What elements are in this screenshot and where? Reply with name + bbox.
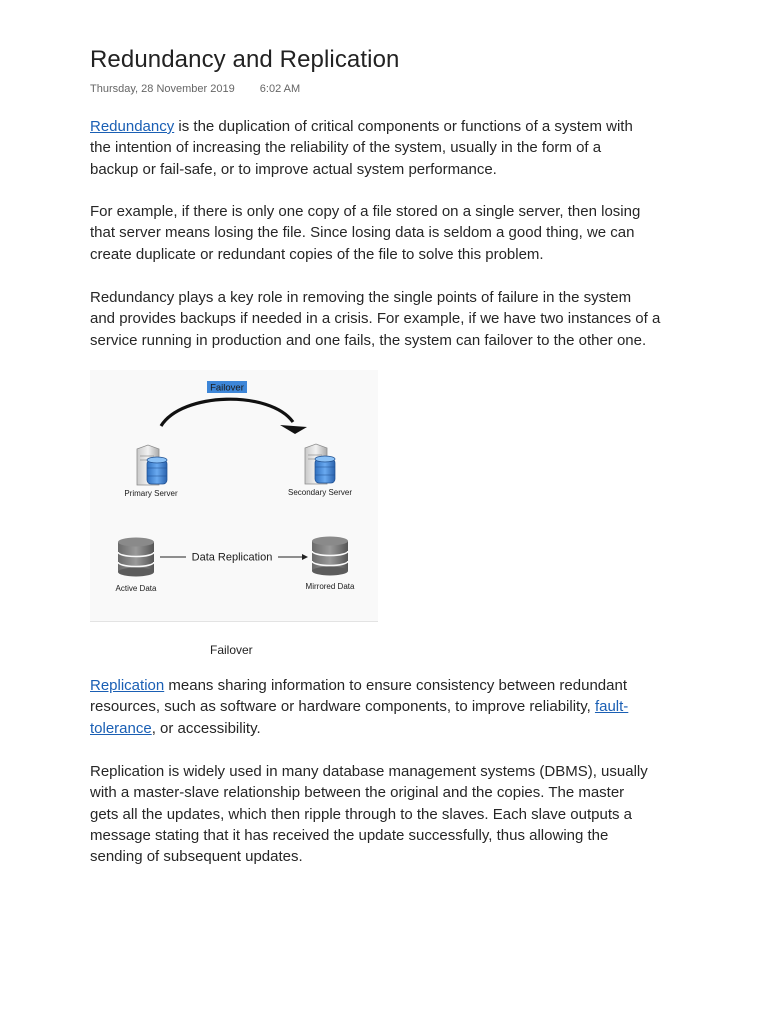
- page-title: Redundancy and Replication: [90, 46, 400, 73]
- mirrored-data-label: Mirrored Data: [305, 582, 355, 591]
- replication-arrowhead: [302, 554, 308, 560]
- redundancy-link[interactable]: Redundancy: [90, 118, 175, 135]
- page-meta: [90, 83, 300, 95]
- primary-server-label: Primary Server: [124, 489, 178, 498]
- paragraph-file-example: For example, if there is only one copy of a file stored on a single server, then losing that server means losing the file. Since losing data is seldom a good thing, we can create duplicate or redundant copies of the file to solve this problem.: [90, 203, 641, 263]
- active-data-database-icon: [118, 538, 154, 577]
- mirrored-data-database-icon: [312, 537, 348, 576]
- page-date: Thursday, 28 November 2019: [90, 83, 235, 95]
- failover-arrowhead: [280, 425, 307, 434]
- failover-diagram: [90, 370, 378, 622]
- paragraph-replication-definition: Replication means sharing information to ensure consistency between redundant resources, such as software or hardware components, to improve reliability, fault- tolerance, or accessibility.: [90, 677, 629, 737]
- secondary-server-label: Secondary Server: [287, 488, 353, 497]
- active-data-label: Active Data: [115, 584, 157, 593]
- fault-tolerance-link-part1[interactable]: fault-: [594, 698, 629, 716]
- primary-server-icon: [137, 445, 167, 485]
- figure-caption: Failover: [210, 643, 253, 657]
- page-time: 6:02 AM: [259, 83, 301, 95]
- secondary-server-icon: [305, 444, 335, 484]
- failover-arrow: [161, 399, 293, 426]
- replication-label: Data Replication: [191, 551, 273, 564]
- replication-link[interactable]: Replication: [90, 677, 165, 694]
- paragraph-single-point-failure: Redundancy plays a key role in removing the single points of failure in the system and provides backups if needed in a crisis. For example, if we have two instances of a service running in production and one fails, the system can failover to the other one.: [90, 289, 661, 349]
- paragraph-redundancy-definition: Redundancy is the duplication of critical components or functions of a system with the intention of increasing the reliability of the system, usually in the form of a backup or fail-safe, or to improve actual system performance.: [90, 118, 633, 178]
- failover-label: Failover: [210, 382, 244, 394]
- fault-tolerance-link-part2[interactable]: tolerance: [90, 719, 152, 737]
- paragraph-dbms-replication: Replication is widely used in many database management systems (DBMS), usually with a master-slave relationship between the original and the copies. The master gets all the updates, which then ripple through to the slaves. Each slave outputs a message stating that it has received the update successfully, thus allowing the sending of subsequent updates.: [90, 763, 648, 866]
